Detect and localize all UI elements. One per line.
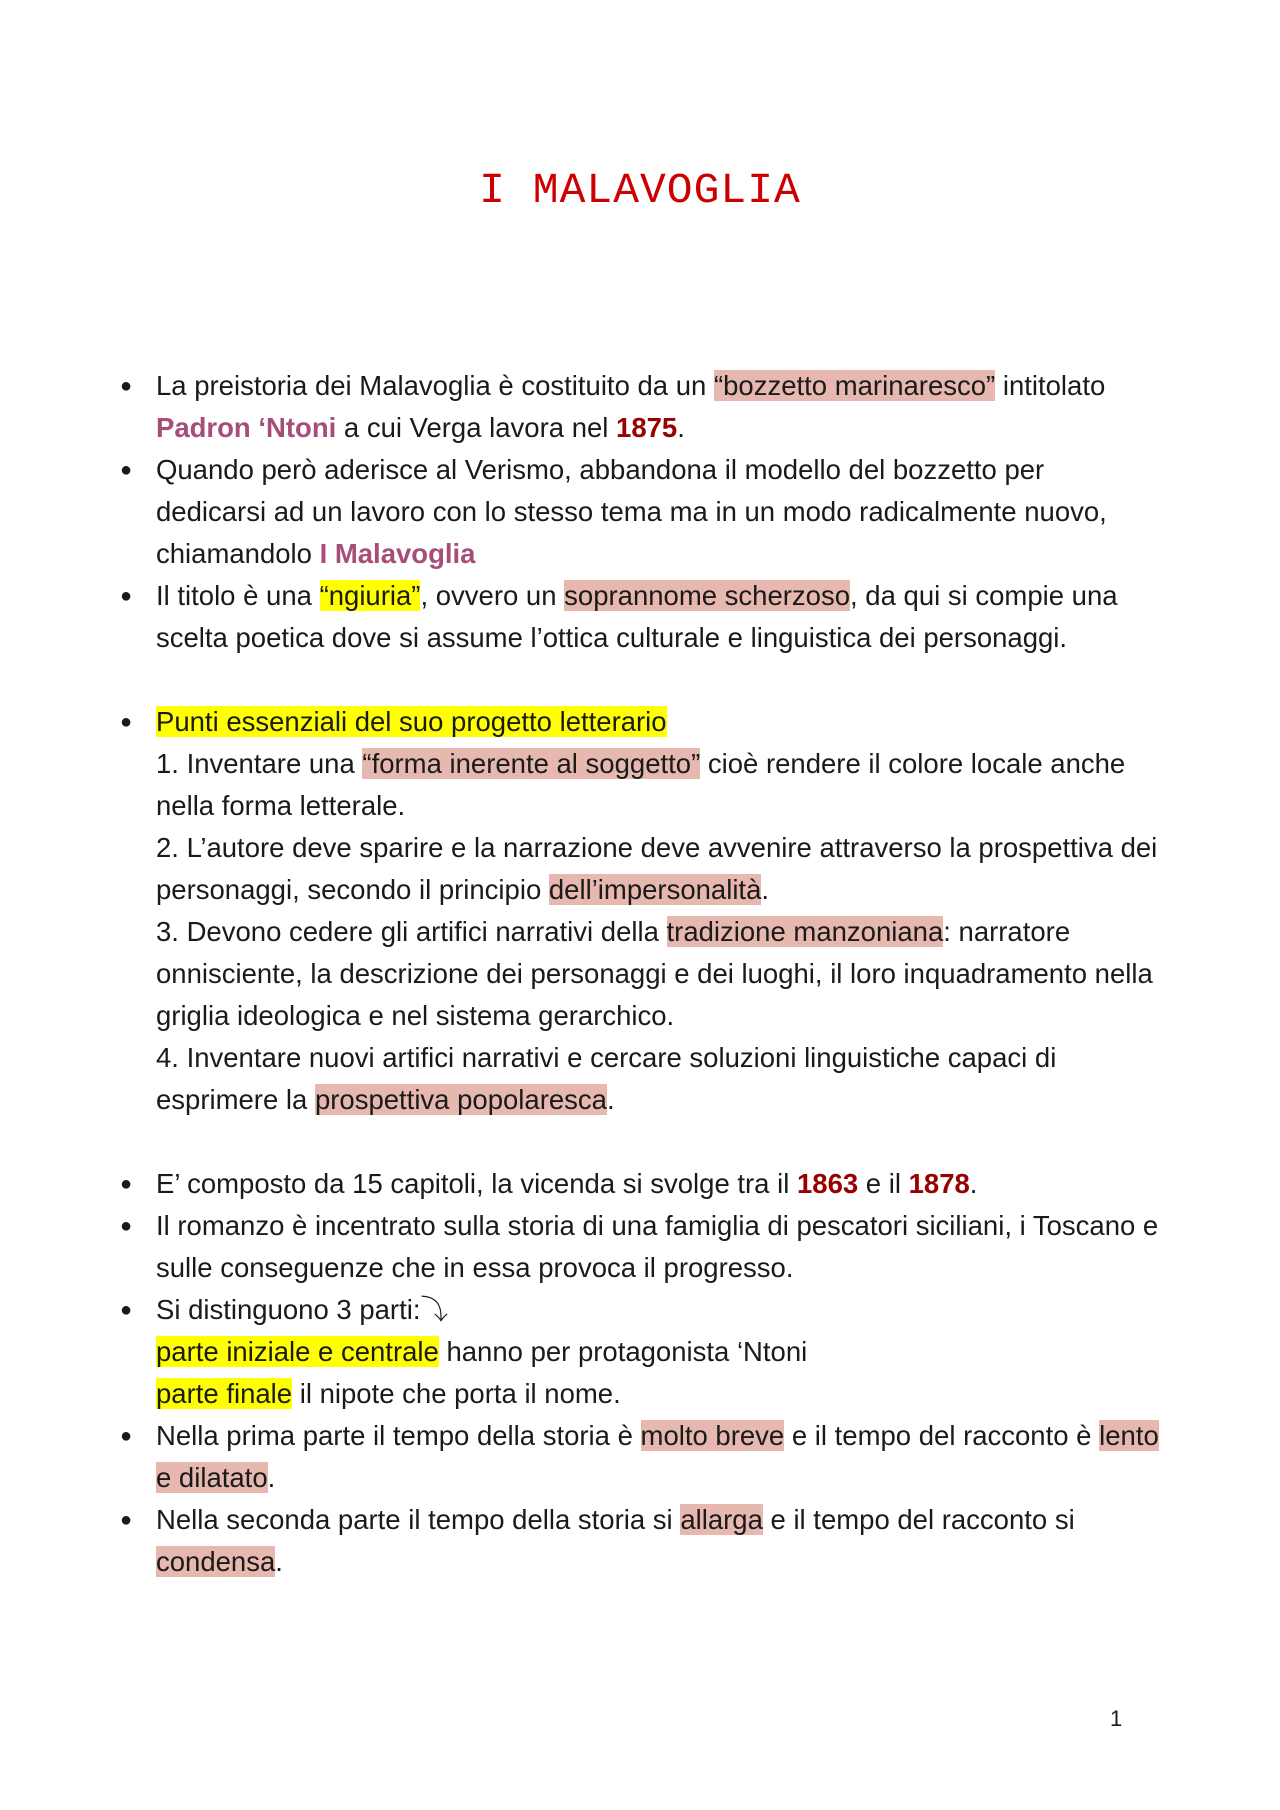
keyword-red: 1863 bbox=[796, 1168, 859, 1199]
highlight-yellow: “ngiuria” bbox=[319, 580, 421, 611]
text-run: 3. Devono cedere gli artifici narrativi della bbox=[156, 916, 667, 947]
bullet-icon: ● bbox=[120, 1173, 133, 1195]
bullet-icon: ● bbox=[120, 1215, 133, 1237]
text-run: 1. Inventare una bbox=[156, 748, 363, 779]
highlight-yellow: Punti essenziali del suo progetto letterario bbox=[156, 706, 667, 737]
text-run: , ovvero un bbox=[420, 580, 565, 611]
text-run: e il tempo del racconto è bbox=[784, 1420, 1100, 1451]
list-item bbox=[120, 1499, 1160, 1583]
text-run: 4. Inventare nuovi artifici narrativi e cercare soluzioni linguistiche capaci di esprimere la bbox=[156, 1042, 1057, 1115]
page-number: 1 bbox=[1110, 1706, 1123, 1731]
numbered-point bbox=[156, 827, 1160, 911]
list-item bbox=[120, 575, 1160, 659]
document-body bbox=[120, 365, 1160, 1583]
highlight-pink: prospettiva popolaresca bbox=[314, 1084, 607, 1115]
keyword-purple: I Malavoglia bbox=[319, 538, 476, 569]
highlight-pink: “bozzetto marinaresco” bbox=[713, 370, 996, 401]
text-run: : narratore onnisciente, la descrizione dei personaggi e dei luoghi, il loro inquadramento nella griglia ideologica e nel sistema gerarchico. bbox=[156, 916, 1153, 1031]
highlight-pink: condensa bbox=[156, 1546, 276, 1577]
list-item bbox=[120, 449, 1160, 575]
text-run: , da qui si compie una scelta poetica dove si assume l’ottica culturale e linguistica dei personaggi. bbox=[156, 580, 1118, 653]
text-run: Il romanzo è incentrato sulla storia di una famiglia di pescatori siciliani, i Toscano e sulle conseguenze che in essa provoca il progresso. bbox=[156, 1210, 1159, 1283]
text-run: . bbox=[677, 412, 685, 443]
highlight-yellow: parte finale bbox=[156, 1378, 293, 1409]
text-run: . bbox=[969, 1168, 978, 1199]
highlight-yellow: parte iniziale e centrale bbox=[156, 1336, 439, 1367]
bullet-icon: ● bbox=[120, 375, 133, 397]
text-run: Il titolo è una bbox=[156, 580, 320, 611]
text-run: e il bbox=[858, 1168, 909, 1199]
highlight-pink: soprannome scherzoso bbox=[564, 580, 851, 611]
highlight-pink: “forma inerente al soggetto” bbox=[362, 748, 701, 779]
highlight-pink: lento e dilatato bbox=[156, 1420, 1159, 1493]
text-run: hanno per protagonista ‘Ntoni bbox=[438, 1336, 808, 1367]
page-title: I MALAVOGLIA bbox=[479, 166, 801, 215]
list-item bbox=[120, 365, 1160, 449]
list-item bbox=[120, 1205, 1160, 1289]
highlight-pink: molto breve bbox=[640, 1420, 785, 1451]
text-run: La preistoria dei Malavoglia è costituito da un bbox=[156, 370, 714, 401]
text-run: 2. L’autore deve sparire e la narrazione deve avvenire attraverso la prospettiva dei personaggi, secondo il principio bbox=[156, 832, 1158, 905]
text-run: Nella seconda parte il tempo della storia si bbox=[156, 1504, 681, 1535]
text-run: il nipote che porta il nome. bbox=[292, 1378, 621, 1409]
text-run: Nella prima parte il tempo della storia è bbox=[156, 1420, 641, 1451]
bullet-icon: ● bbox=[120, 711, 133, 733]
text-run: cioè rendere il colore locale anche nella forma letterale. bbox=[156, 748, 1126, 821]
bullet-icon: ● bbox=[120, 1425, 133, 1447]
text-run: intitolato bbox=[995, 370, 1106, 401]
text-run: Quando però aderisce al Verismo, abbandona il modello del bozzetto per dedicarsi ad un lavoro con lo stesso tema ma in un modo radicalmente nuovo, chiamandolo bbox=[156, 454, 1107, 569]
bullet-icon: ● bbox=[120, 459, 133, 481]
list-item bbox=[120, 1163, 1160, 1205]
highlight-pink: dell’impersonalità bbox=[548, 874, 762, 905]
highlight-pink: tradizione manzoniana bbox=[666, 916, 944, 947]
numbered-point bbox=[156, 743, 1160, 827]
highlight-pink: allarga bbox=[680, 1504, 763, 1535]
text-run: . bbox=[761, 874, 769, 905]
text-run: . bbox=[275, 1546, 283, 1577]
numbered-point bbox=[156, 911, 1160, 1037]
keyword-purple: Padron ‘Ntoni bbox=[156, 412, 337, 443]
list-item bbox=[120, 1289, 1160, 1415]
keyword-red: 1875 bbox=[616, 412, 678, 443]
text-run: E’ composto da 15 capitoli, la vicenda si svolge tra il bbox=[156, 1168, 797, 1199]
text-run: . bbox=[606, 1084, 615, 1115]
keyword-red: 1878 bbox=[908, 1168, 970, 1199]
text-run: a cui Verga lavora nel bbox=[336, 412, 617, 443]
text-run: . bbox=[267, 1462, 276, 1493]
text-run: Si distinguono 3 parti:⤵ bbox=[156, 1294, 448, 1325]
bullet-icon: ● bbox=[120, 585, 133, 607]
bullet-icon: ● bbox=[120, 1509, 133, 1531]
list-item bbox=[120, 1415, 1160, 1499]
text-run: e il tempo del racconto si bbox=[762, 1504, 1075, 1535]
bullet-icon: ● bbox=[120, 1299, 133, 1321]
list-item bbox=[120, 701, 1160, 1121]
numbered-point bbox=[156, 1037, 1160, 1121]
